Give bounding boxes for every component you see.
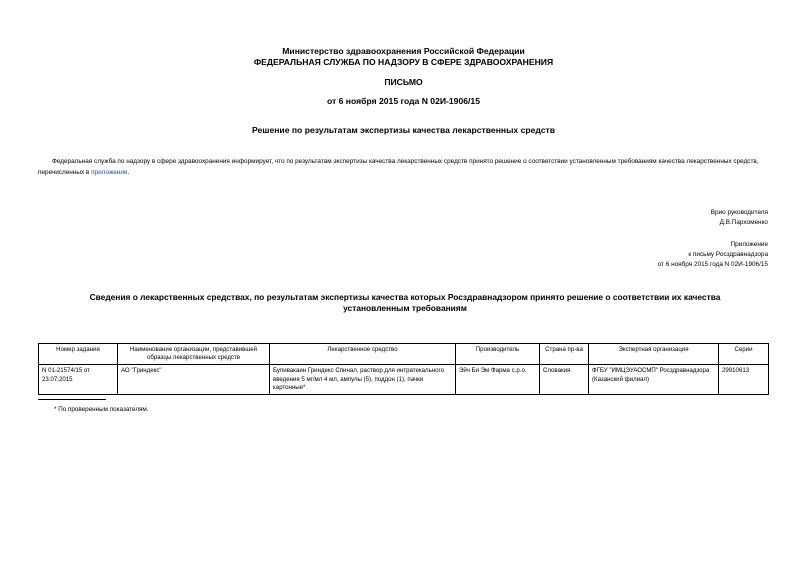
- document-subject: Решение по результатам экспертизы качества лекарственных средств: [251, 125, 556, 135]
- cell-country: Словакия: [540, 365, 589, 395]
- section-title: Сведения о лекарственных средствах, по результатам экспертизы качества которых Росздравнадзором принято решение о соответствии их качества установленным требованиям: [89, 292, 721, 313]
- table-row: [39, 365, 769, 395]
- cell-medicine: Бупивакаин Гриндекс Спинал, раствор для интратекального введения 5 мг/мл 4 мл, ампулы (5), поддон (1), пачки картонные*: [270, 365, 456, 395]
- header-task-number: Номер задания: [39, 344, 118, 365]
- document-type: ПИСЬМО: [384, 77, 423, 87]
- cell-task-number: N 01-21574/15 от 23.07.2015: [39, 365, 118, 395]
- body-paragraph-end: .: [127, 168, 130, 176]
- signature-name: Д.В.Пархоменко: [719, 218, 768, 226]
- appendix-line-2: к письму Росздравнадзора: [688, 250, 768, 258]
- header-expert-organization: Экспертная организация: [589, 344, 719, 365]
- appendix-reference: [658, 240, 768, 269]
- appendix-link[interactable]: приложении: [91, 168, 128, 176]
- header-organization: Наименование организации, представившей образцы лекарственных средств: [118, 344, 270, 365]
- appendix-line-3: от 6 ноября 2015 года N 02И-1906/15: [657, 260, 768, 268]
- signature-block: [711, 208, 768, 228]
- document-date: от 6 ноября 2015 года N 02И-1906/15: [327, 96, 480, 106]
- footnote-divider: [38, 399, 106, 400]
- header-manufacturer: Производитель: [456, 344, 540, 365]
- body-paragraph: [38, 157, 768, 178]
- cell-expert-organization: ФГБУ "ИМЦЭУАОСМП" Росздравнадзора (Казанский филиал): [589, 365, 719, 395]
- appendix-line-1: Приложение: [730, 241, 768, 248]
- service-heading: ФЕДЕРАЛЬНАЯ СЛУЖБА ПО НАДЗОРУ В СФЕРЕ ЗДРАВООХРАНЕНИЯ: [253, 57, 554, 67]
- header-series: Серии: [719, 344, 769, 365]
- ministry-heading: Министерство здравоохранения Российской Федерации: [282, 46, 525, 56]
- medicines-table: [38, 343, 769, 395]
- cell-series: 29910613: [719, 365, 769, 395]
- body-paragraph-text: Федеральная служба по надзору в сфере здравоохранения информирует, что по результатам экспертизы качества лекарственных средств принято решение о соответствии установленным требованиям качества лекарственных средств, перечисленных в: [38, 158, 759, 176]
- footnote: * По проверенным показателям.: [54, 406, 149, 413]
- header-country: Страна пр-ва: [540, 344, 589, 365]
- header-medicine: Лекарственное средство: [270, 344, 456, 365]
- signature-position: Врио руководителя: [710, 209, 768, 216]
- cell-manufacturer: Эйч Би Эм Фарма с.р.о.: [456, 365, 540, 395]
- cell-organization: АО "Гриндекс": [118, 365, 270, 395]
- table-header-row: [39, 344, 769, 365]
